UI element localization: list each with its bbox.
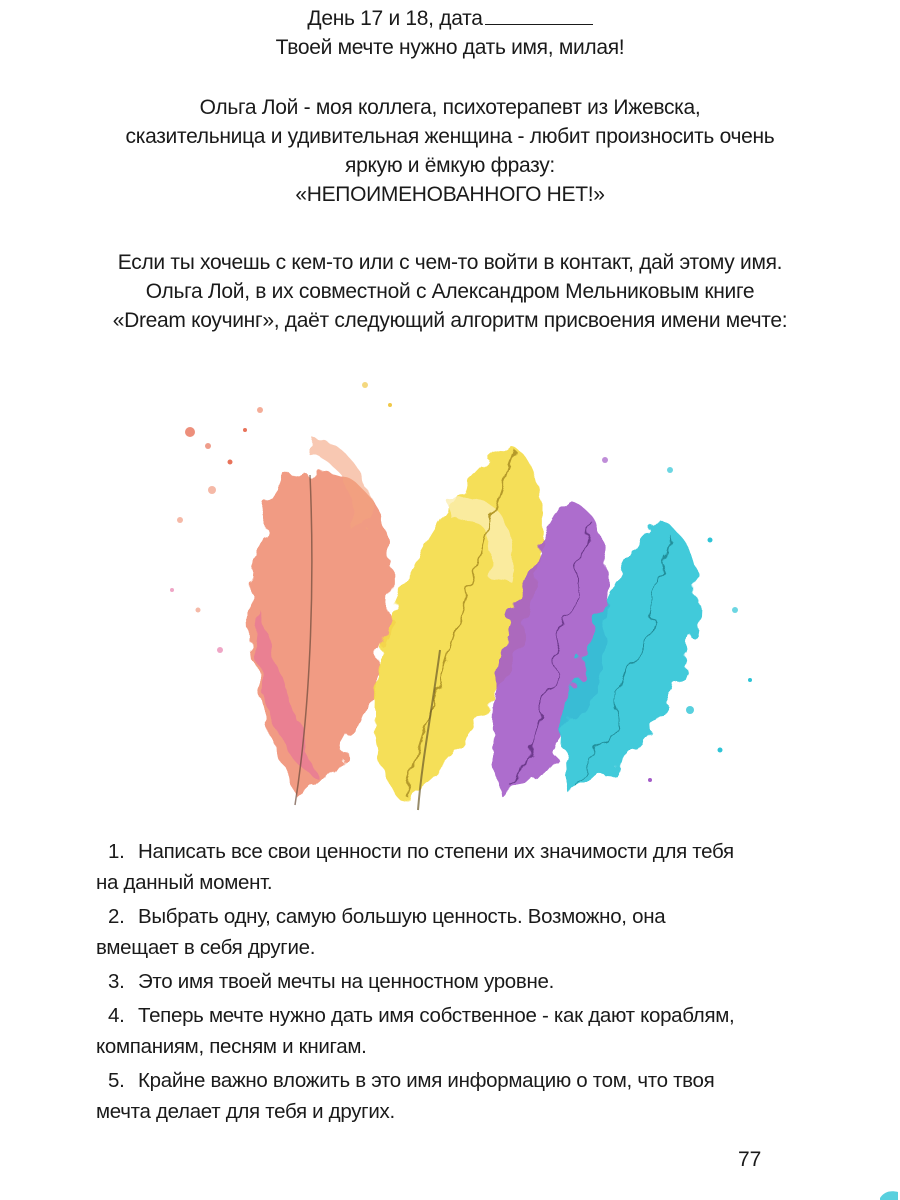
algorithm-intro-line-1: Если ты хочешь с кем-то или с чем-то войти в контакт, дай этому имя. (117, 251, 783, 274)
step-number: 3. (108, 970, 125, 993)
intro-line-1: Ольга Лой - моя коллега, психотерапевт из Ижевска, (199, 96, 701, 119)
date-blank-field (485, 6, 593, 25)
list-item (96, 1065, 796, 1127)
list-item (96, 966, 796, 997)
algorithm-intro-line-3: «Dream коучинг», даёт следующий алгоритм присвоения имени мечте: (112, 309, 788, 332)
page-number: 77 (738, 1148, 762, 1171)
day-date-label: День 17 и 18, дата (307, 7, 483, 30)
intro-paragraph (0, 93, 900, 209)
algorithm-intro-paragraph (0, 248, 900, 335)
intro-line-3: яркую и ёмкую фразу: (345, 154, 555, 177)
step-text-line-1: Теперь мечте нужно дать имя собственное - как дают кораблям, (138, 1004, 735, 1027)
step-number: 4. (108, 1004, 125, 1027)
step-text-line-1: Выбрать одну, самую большую ценность. Возможно, она (138, 905, 666, 928)
step-text-line-2: вмещает в себя другие. (96, 936, 316, 959)
intro-quote: «НЕПОИМЕНОВАННОГО НЕТ!» (295, 183, 605, 206)
step-text-line-1: Это имя твоей мечты на ценностном уровне. (138, 970, 554, 993)
step-text-line-2: компаниям, песням и книгам. (96, 1035, 367, 1058)
step-number: 1. (108, 840, 125, 863)
page-subtitle: Твоей мечте нужно дать имя, милая! (275, 36, 625, 59)
watercolor-feathers-illustration (150, 350, 770, 820)
step-text-line-1: Крайне важно вложить в это имя информацию о том, что твоя (138, 1069, 715, 1092)
step-number: 5. (108, 1069, 125, 1092)
intro-line-2: сказительница и удивительная женщина - любит произносить очень (125, 125, 775, 148)
step-text-line-2: на данный момент. (96, 871, 273, 894)
step-text-line-2: мечта делает для тебя и других. (96, 1100, 395, 1123)
step-text-line-1: Написать все свои ценности по степени их значимости для тебя (138, 840, 734, 863)
list-item (96, 1000, 796, 1062)
page-header (0, 4, 900, 62)
corner-paint-mark-icon (876, 1180, 900, 1200)
algorithm-steps-list (96, 836, 796, 1130)
list-item (96, 901, 796, 963)
list-item (96, 836, 796, 898)
step-number: 2. (108, 905, 125, 928)
algorithm-intro-line-2: Ольга Лой, в их совместной с Александром Мельниковым книге (145, 280, 755, 303)
coral-feather (249, 445, 390, 800)
